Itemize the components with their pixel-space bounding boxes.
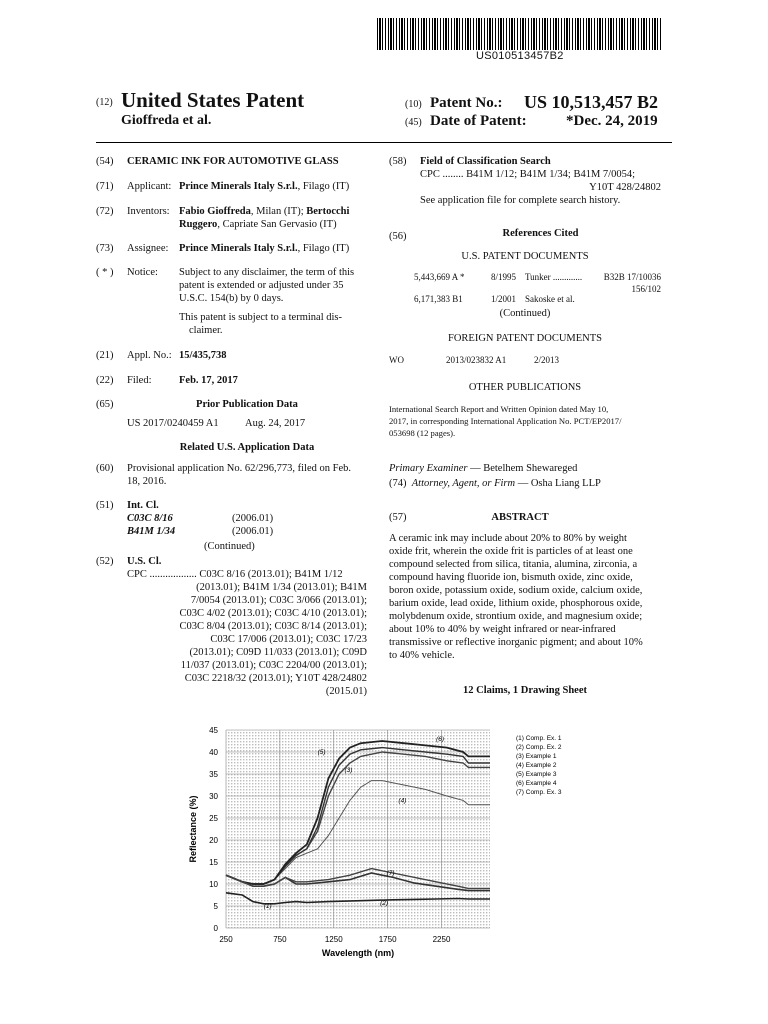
code-51: (51) — [96, 500, 114, 511]
legend — [516, 735, 562, 796]
patent-date: *Dec. 24, 2019 — [566, 113, 658, 129]
inventor-1: Fabio Gioffreda — [179, 206, 251, 217]
abstract-line: compound having fluoride ion, bismuth oxide, zinc oxide, — [389, 572, 633, 583]
code-notice: ( * ) — [96, 267, 114, 278]
refs-continued: (Continued) — [499, 308, 551, 319]
curve-label: (5) — [317, 749, 326, 757]
legend-entry: (3) Example 1 — [516, 753, 557, 760]
legend-entry: (6) Example 4 — [516, 780, 557, 787]
notice-text — [179, 266, 354, 337]
assignee-label: Assignee: — [127, 243, 169, 254]
cpc-line: (2013.01); C09D 11/033 (2013.01); C09D — [189, 647, 367, 658]
references-heading: References Cited — [502, 228, 579, 239]
notice-line-1: Subject to any disclaimer, the term of this — [179, 267, 355, 278]
legend-entry: (4) Example 2 — [516, 762, 557, 769]
claims-count: 12 Claims, 1 Drawing Sheet — [463, 685, 587, 696]
code-10: (10) — [405, 99, 422, 110]
related-heading: Related U.S. Application Data — [179, 442, 315, 453]
curve-label: (7) — [386, 870, 395, 878]
legend-entry: (7) Comp. Ex. 3 — [516, 789, 562, 796]
code-58: (58) — [389, 156, 407, 167]
inventor-2-location: , Capriate San Gervasio (IT) — [217, 219, 337, 230]
ref-1-date: 8/1995 — [491, 272, 517, 282]
attorney — [389, 477, 601, 490]
notice-label: Notice: — [127, 267, 158, 278]
y-tick-label: 20 — [209, 836, 218, 845]
ref-2-name: Sakoske et al. — [525, 294, 575, 304]
x-tick-label: 750 — [273, 935, 287, 944]
notice-line-4: This patent is subject to a terminal dis- — [179, 312, 343, 323]
field-search-text — [420, 168, 661, 207]
other-pub-line-2: 2017, in corresponding International Application No. PCT/EP2017/ — [389, 416, 622, 426]
x-tick-label: 1250 — [324, 935, 343, 944]
curve-label: (3) — [344, 766, 353, 774]
foreign-docs-heading: FOREIGN PATENT DOCUMENTS — [447, 333, 603, 344]
abstract-line: to 40% vehicle. — [389, 650, 455, 661]
x-tick-label: 2250 — [432, 935, 451, 944]
us-docs-heading: U.S. PATENT DOCUMENTS — [461, 251, 589, 262]
prior-pub-date: Aug. 24, 2017 — [245, 418, 306, 429]
code-57: (57) — [389, 512, 407, 523]
prior-pub-heading: Prior Publication Data — [196, 399, 298, 410]
ref-2-number: 6,171,383 B1 — [414, 294, 463, 304]
y-tick-label: 0 — [213, 924, 218, 933]
other-pubs-heading: OTHER PUBLICATIONS — [468, 382, 582, 393]
foreign-1-date: 2/2013 — [534, 355, 560, 365]
notice-line-3: U.S.C. 154(b) by 0 days. — [179, 293, 284, 304]
cpc-line: (2013.01); B41M 1/34 (2013.01); B41M — [196, 582, 367, 593]
int-cl-continued: (Continued) — [204, 541, 255, 552]
filed-label: Filed: — [127, 375, 152, 386]
code-52: (52) — [96, 556, 114, 567]
field-search-heading: Field of Classification Search — [420, 156, 551, 167]
abstract-text — [389, 532, 661, 662]
date-label: Date of Patent: — [430, 113, 527, 129]
inventors-value — [179, 205, 369, 231]
applicant-value — [179, 180, 349, 193]
foreign-1-country: WO — [389, 355, 404, 365]
patent-title: United States Patent — [121, 88, 305, 112]
filed-date: Feb. 17, 2017 — [179, 375, 238, 386]
x-tick-label: 250 — [219, 935, 233, 944]
curve-label: (2) — [380, 900, 389, 908]
other-pub-line-3: 053698 (12 pages). — [389, 428, 456, 438]
inventor-2-second: Ruggero — [179, 219, 218, 230]
patent-no-label: Patent No.: — [430, 95, 503, 111]
cpc-line: 11/037 (2013.01); C03C 2204/00 (2013.01); — [180, 660, 367, 671]
provisional-line-2: 18, 2016. — [127, 476, 167, 487]
us-cl-label: U.S. Cl. — [127, 556, 162, 567]
inventor-2-first: Bertocchi — [306, 206, 350, 217]
int-cl-2-date: (2006.01) — [232, 526, 274, 537]
int-cl-1-date: (2006.01) — [232, 513, 274, 524]
x-axis-label: Wavelength (nm) — [321, 948, 395, 958]
abstract-line: A ceramic ink may include about 20% to 80% by weight — [389, 533, 627, 544]
applicant-name: Prince Minerals Italy S.r.l. — [179, 181, 298, 192]
cpc-line: (2015.01) — [325, 686, 367, 697]
cpc-line: C03C 8/04 (2013.01); C03C 8/14 (2013.01); — [179, 621, 367, 632]
code-71: (71) — [96, 181, 114, 192]
code-54: (54) — [96, 156, 114, 167]
cpc-line: C03C 4/02 (2013.01); C03C 4/10 (2013.01); — [179, 608, 367, 619]
legend-entry: (1) Comp. Ex. 1 — [516, 735, 562, 742]
code-12: (12) — [96, 97, 113, 108]
field-search-line-3: See application file for complete search history. — [420, 195, 621, 206]
legend-entry: (5) Example 3 — [516, 771, 557, 778]
curve-label: (4) — [398, 797, 407, 805]
prior-pub-number: US 2017/0240459 A1 — [127, 418, 219, 429]
applicant-location: , Filago (IT) — [297, 181, 350, 192]
attorney-name: — Osha Liang LLP — [515, 478, 601, 489]
applicant-label: Applicant: — [127, 181, 172, 192]
cpc-line: C03C 2218/32 (2013.01); Y10T 428/24802 — [184, 673, 367, 684]
foreign-1-number: 2013/023832 A1 — [446, 355, 507, 365]
examiner-name: — Betelhem Shewareged — [467, 463, 578, 474]
examiner-label: Primary Examiner — [389, 463, 468, 474]
cpc-line: 7/0054 (2013.01); C03C 3/066 (2013.01); — [190, 595, 367, 606]
abstract-line: molybdenum oxide, strontium oxide, and magnesium oxide; — [389, 611, 643, 622]
field-search-line-1: CPC ........ B41M 1/12; B41M 1/34; B41M 7/0054; — [420, 169, 635, 180]
header-rule — [96, 142, 672, 143]
primary-examiner — [389, 462, 577, 475]
notice-line-2: patent is extended or adjusted under 35 — [179, 280, 344, 291]
provisional-line-1: Provisional application No. 62/296,773, filed on Feb. — [127, 463, 351, 474]
barcode — [377, 18, 663, 50]
code-73: (73) — [96, 243, 114, 254]
abstract-line: about 10% to 40% by weight infrared or near-infrared — [389, 624, 616, 635]
code-74: (74) — [389, 478, 407, 489]
curve-label: (1) — [263, 903, 272, 911]
ref-1-name: Tunker ............. — [525, 272, 583, 282]
ref-2-date: 1/2001 — [491, 294, 517, 304]
patent-number: US 10,513,457 B2 — [524, 92, 659, 112]
abstract-line: compound selected from silica, titania, alumina, zirconia, a — [389, 559, 638, 570]
notice-line-5: claimer. — [189, 325, 223, 336]
y-tick-label: 5 — [213, 902, 218, 911]
code-22: (22) — [96, 375, 114, 386]
inventor-1-location: , Milan (IT); — [250, 206, 307, 217]
code-60: (60) — [96, 463, 114, 474]
assignee-location: , Filago (IT) — [297, 243, 350, 254]
legend-entry: (2) Comp. Ex. 2 — [516, 744, 562, 751]
cpc-line: C03C 17/006 (2013.01); C03C 17/23 — [210, 634, 367, 645]
code-45: (45) — [405, 117, 422, 128]
ref-1-number: 5,443,669 A * — [414, 272, 465, 282]
int-cl-2-code: B41M 1/34 — [127, 526, 176, 537]
y-tick-label: 40 — [209, 748, 218, 757]
y-tick-label: 30 — [209, 792, 218, 801]
attorney-label: Attorney, Agent, or Firm — [411, 478, 516, 489]
code-56: (56) — [389, 231, 407, 242]
barcode-text: US010513457B2 — [476, 50, 564, 62]
cpc-line: CPC .................. C03C 8/16 (2013.01); B41M 1/12 — [127, 569, 343, 580]
abstract-line: boron oxide, potassium oxide, sodium oxide, calcium oxide, — [389, 585, 643, 596]
abstract-heading: ABSTRACT — [491, 512, 549, 523]
int-cl-1-code: C03C 8/16 — [127, 513, 173, 524]
code-21: (21) — [96, 350, 114, 361]
abstract-line: oxide frit, wherein the oxide frit is particles of at least one — [389, 546, 633, 557]
reflectance-chart — [180, 720, 580, 970]
y-tick-label: 15 — [209, 858, 218, 867]
other-pub-line-1: International Search Report and Written Opinion dated May 10, — [389, 404, 609, 414]
code-72: (72) — [96, 206, 114, 217]
provisional-text — [127, 462, 351, 488]
y-axis-label: Reflectance (%) — [188, 795, 198, 863]
us-cl-cpc — [127, 568, 367, 698]
y-tick-label: 45 — [209, 726, 218, 735]
field-search-line-2: Y10T 428/24802 — [589, 182, 661, 193]
inventors-label: Inventors: — [127, 206, 170, 217]
ref-1-class: B32B 17/10036 — [603, 272, 661, 282]
assignee-name: Prince Minerals Italy S.r.l. — [179, 243, 298, 254]
y-tick-label: 35 — [209, 770, 218, 779]
int-cl-label: Int. Cl. — [127, 500, 159, 511]
assignee-value — [179, 242, 349, 255]
ref-1-class-2: 156/102 — [631, 284, 661, 294]
appl-no: 15/435,738 — [179, 350, 227, 361]
curve-label: (6) — [436, 736, 445, 743]
inventors-short: Gioffreda et al. — [121, 113, 212, 128]
other-pubs-text — [389, 403, 661, 439]
abstract-line: transmissive or reflective inorganic pigment; and about 10% — [389, 637, 643, 648]
x-tick-label: 1750 — [378, 935, 397, 944]
invention-title: CERAMIC INK FOR AUTOMOTIVE GLASS — [127, 156, 339, 167]
code-65: (65) — [96, 399, 114, 410]
abstract-line: barium oxide, lead oxide, lithium oxide, phosphorous oxide, — [389, 598, 643, 609]
y-tick-label: 25 — [209, 814, 218, 823]
appl-no-label: Appl. No.: — [127, 350, 172, 361]
y-tick-label: 10 — [209, 880, 218, 889]
